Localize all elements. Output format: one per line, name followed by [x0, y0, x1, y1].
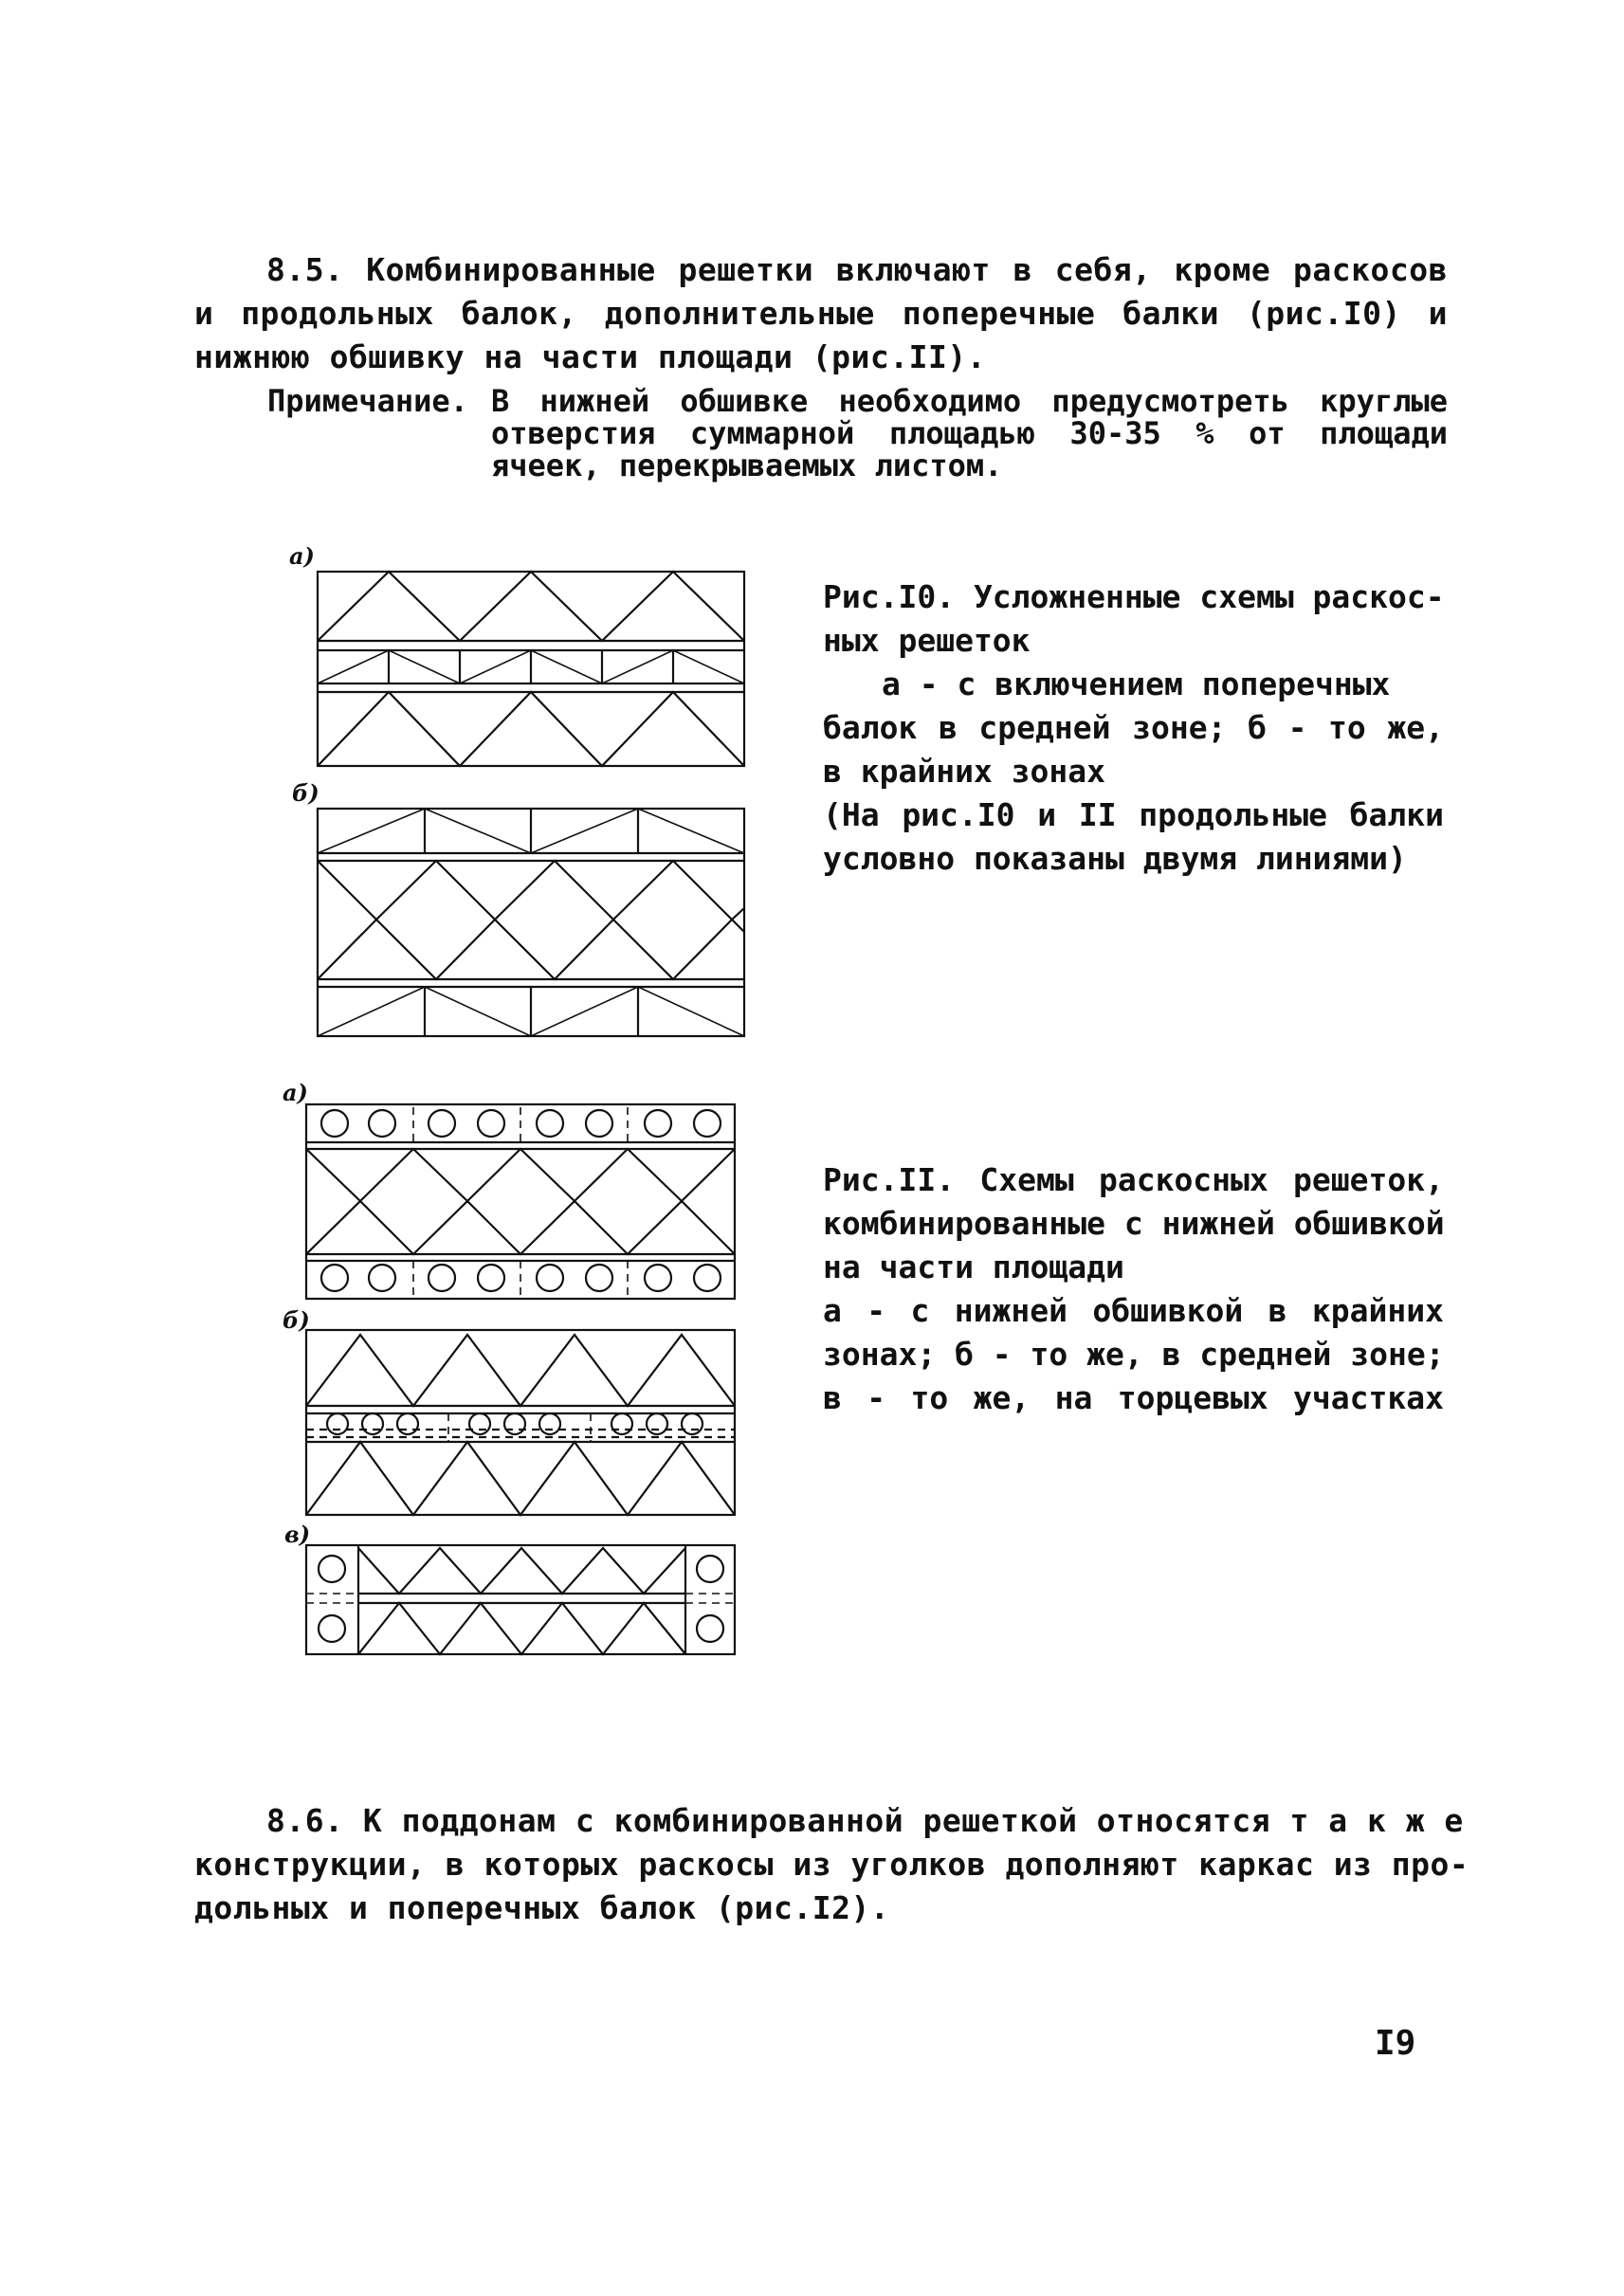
- caption-line: ных решеток: [823, 622, 1031, 659]
- caption-line: Рис.I0. Усложненные схемы раскос-: [823, 578, 1445, 615]
- paragraph-line: конструкции, в которых раскосы из уголков дополняют каркас из про-: [194, 1846, 1469, 1883]
- caption-line: в - то же, на торцевых участках: [823, 1379, 1444, 1416]
- figure-11c-diagram: [301, 1540, 739, 1659]
- note-line: ячеек, перекрываемых листом.: [491, 447, 1003, 483]
- diagonal-braces: [318, 692, 744, 766]
- caption-line: а - с нижней обшивкой в крайних: [823, 1292, 1444, 1329]
- figure-10-caption: [823, 575, 1444, 881]
- note-line: В нижней обшивке необходимо предусмотреть круглые: [491, 383, 1448, 419]
- diagonal-braces: [306, 1335, 735, 1406]
- figure-10b-diagram: [313, 804, 749, 1041]
- caption-line: Рис.II. Схемы раскосных решеток,: [823, 1161, 1444, 1198]
- diagonal-braces: [358, 1603, 685, 1654]
- diagonal-braces: [306, 1442, 735, 1515]
- paragraph-8-5: [194, 248, 1448, 379]
- paragraph-line: нижнюю обшивку на части площади (рис.II).: [194, 338, 987, 375]
- note-body: [491, 385, 1448, 482]
- figure-11a-label: а): [283, 1079, 308, 1106]
- caption-line: условно показаны двумя линиями): [823, 840, 1407, 877]
- caption-line: зонах; б - то же, в средней зоне;: [823, 1336, 1445, 1373]
- page-number: I9: [1375, 2024, 1416, 2063]
- caption-line: балок в средней зоне; б - то же,: [823, 709, 1444, 746]
- figure-11b-label: б): [283, 1306, 310, 1334]
- figure-10a-diagram: [313, 567, 749, 771]
- paragraph-line: 8.6. К поддонам с комбинированной решеткой относятся т а к ж е: [266, 1802, 1464, 1839]
- paragraph-8-6: [194, 1799, 1469, 1930]
- figure-10a-label: а): [289, 542, 315, 570]
- diagonal-braces: [318, 861, 744, 920]
- caption-line: (На рис.I0 и II продольные балки: [823, 796, 1444, 833]
- caption-line: а - с включением поперечных: [882, 665, 1391, 702]
- vent-holes: [327, 1413, 703, 1434]
- diagonal-braces: [358, 1548, 685, 1594]
- caption-line: комбинированные с нижней обшивкой: [823, 1205, 1445, 1242]
- diagonal-braces: [306, 1201, 735, 1254]
- paragraph-line: и продольных балок, дополнительные поперечные балки (рис.I0) и: [194, 295, 1448, 332]
- figure-11c-label: в): [284, 1521, 311, 1548]
- figure-11b-diagram: [301, 1325, 739, 1520]
- figure-11a-diagram: [301, 1100, 739, 1303]
- figure-11-caption: [823, 1158, 1444, 1420]
- paragraph-line: дольных и поперечных балок (рис.I2).: [194, 1889, 890, 1926]
- figure-10b-label: б): [292, 779, 319, 807]
- note-label: Примечание.: [267, 383, 468, 419]
- caption-line: в крайних зонах: [823, 753, 1106, 790]
- frame: [306, 1330, 735, 1515]
- diagonal-braces: [318, 920, 744, 979]
- diagonal-braces: [306, 1149, 735, 1201]
- caption-line: на части площади: [823, 1248, 1124, 1285]
- note-line: отверстия суммарной площадью 30-35 % от площади: [491, 415, 1448, 451]
- diagonal-braces: [318, 572, 744, 641]
- paragraph-line: 8.5. Комбинированные решетки включают в себя, кроме раскосов: [266, 251, 1448, 288]
